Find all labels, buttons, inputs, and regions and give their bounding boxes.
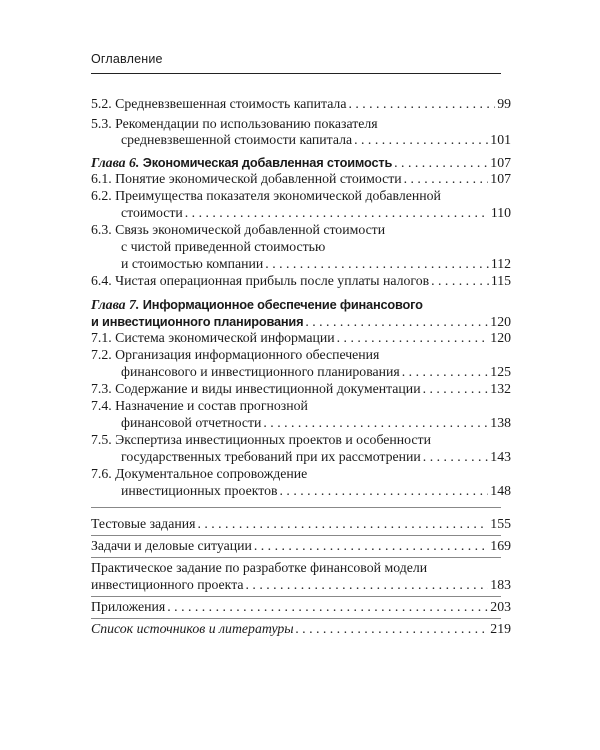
section-divider — [91, 596, 501, 597]
toc-entry[interactable] — [91, 537, 511, 554]
toc-leader-dots — [263, 414, 488, 431]
toc-entry[interactable] — [91, 431, 431, 448]
toc-entry[interactable] — [91, 272, 511, 289]
toc-leader-dots — [423, 380, 489, 397]
toc-entry-title: Список источников и литературы — [91, 621, 294, 636]
section-divider — [91, 618, 501, 619]
toc-entry-title: 7.6. Документальное сопровождение — [91, 466, 308, 481]
chapter-label: Глава 7. — [91, 297, 140, 312]
toc-chapter-heading[interactable] — [91, 154, 511, 171]
toc-entry-continuation[interactable] — [91, 576, 511, 593]
toc-entry-title: 5.2. Средневзвешенная стоимость капитала — [91, 96, 347, 111]
toc-entry-title: средневзвешенной стоимости капитала — [121, 132, 353, 147]
toc-leader-dots — [348, 95, 495, 112]
toc-entry-continuation[interactable] — [121, 131, 511, 148]
toc-leader-dots — [296, 620, 489, 637]
toc-entry-page: 110 — [490, 205, 511, 220]
toc-entry-page: 125 — [490, 364, 511, 379]
toc-leader-dots — [167, 598, 488, 615]
toc-entry-page: 183 — [490, 577, 511, 592]
toc-entry-title: 7.3. Содержание и виды инвестиционной документации — [91, 381, 421, 396]
toc-entry-page: 120 — [490, 314, 511, 329]
toc-leader-dots — [431, 272, 489, 289]
section-divider — [91, 507, 501, 508]
toc-entry[interactable] — [91, 465, 307, 482]
chapter-title: Экономическая добавленная стоимость — [142, 155, 393, 170]
toc-entry[interactable] — [91, 346, 379, 363]
toc-leader-dots — [265, 255, 489, 272]
toc-entry[interactable] — [91, 187, 441, 204]
toc-entry-title: инвестиционного проекта — [91, 577, 244, 592]
toc-leader-dots — [337, 329, 489, 346]
toc-entry-continuation[interactable] — [121, 363, 511, 380]
running-head: Оглавление — [91, 52, 163, 66]
chapter-label: Глава 6. — [91, 155, 140, 170]
toc-entry[interactable] — [91, 329, 511, 346]
toc-leader-dots — [197, 515, 488, 532]
toc-entry-title: 7.4. Назначение и состав прогнозной — [91, 398, 308, 413]
toc-leader-dots — [402, 363, 489, 380]
toc-entry-title: 7.5. Экспертиза инвестиционных проектов и особенности — [91, 432, 431, 447]
toc-entry[interactable] — [91, 221, 385, 238]
toc-entry-continuation[interactable] — [121, 414, 511, 431]
toc-leader-dots — [185, 204, 489, 221]
toc-entry-title: 6.2. Преимущества показателя экономической добавленной — [91, 188, 441, 203]
toc-entry-title: с чистой приведенной стоимостью — [121, 239, 326, 254]
toc-entry-title: и стоимостью компании — [121, 256, 264, 271]
toc-leader-dots — [404, 170, 489, 187]
header-rule — [91, 73, 501, 74]
toc-entry-title: Практическое задание по разработке финансовой модели — [91, 560, 428, 575]
toc-leader-dots — [423, 448, 489, 465]
chapter-title: и инвестиционного планирования — [91, 314, 304, 329]
toc-entry-title: Тестовые задания — [91, 516, 196, 531]
toc-entry-title: 5.3. Рекомендации по использованию показателя — [91, 116, 378, 131]
toc-entry[interactable] — [91, 380, 511, 397]
toc-entry-title: 7.2. Организация информационного обеспечения — [91, 347, 380, 362]
toc-leader-dots — [280, 482, 489, 499]
toc-leader-dots — [354, 131, 488, 148]
toc-entry-page: 169 — [490, 538, 511, 553]
toc-entry[interactable] — [91, 620, 511, 637]
toc-entry-page: 115 — [490, 273, 511, 288]
toc-chapter-heading[interactable] — [91, 296, 423, 313]
toc-entry-continuation[interactable] — [121, 255, 511, 272]
toc-entry-page: 107 — [490, 155, 511, 170]
toc-entry-continuation[interactable] — [121, 448, 511, 465]
toc-entry-title: государственных требований при их рассмотрении — [121, 449, 421, 464]
toc-entry-page: 148 — [490, 483, 511, 498]
toc-leader-dots — [254, 537, 488, 554]
chapter-title: Информационное обеспечение финансового — [142, 297, 423, 312]
toc-entry-title: 6.3. Связь экономической добавленной стоимости — [91, 222, 386, 237]
toc-entry[interactable] — [91, 598, 511, 615]
toc-entry-page: 203 — [490, 599, 511, 614]
toc-entry-title: финансовой отчетности — [121, 415, 262, 430]
toc-entry-page: 107 — [490, 171, 511, 186]
toc-entry-title: Приложения — [91, 599, 166, 614]
toc-entry[interactable] — [91, 397, 308, 414]
toc-leader-dots — [246, 576, 489, 593]
section-divider — [91, 557, 501, 558]
toc-entry[interactable] — [91, 115, 378, 132]
toc-leader-dots — [305, 313, 488, 330]
toc-entry-title: 6.1. Понятие экономической добавленной стоимости — [91, 171, 402, 186]
toc-entry-continuation[interactable] — [121, 204, 511, 221]
toc-entry-title: инвестиционных проектов — [121, 483, 278, 498]
toc-entry-page: 219 — [490, 621, 511, 636]
toc-entry-page: 112 — [490, 256, 511, 271]
toc-entry-page: 132 — [490, 381, 511, 396]
section-divider — [91, 535, 501, 536]
toc-entry-continuation[interactable] — [121, 482, 511, 499]
toc-leader-dots — [394, 154, 488, 171]
toc-entry-title: 7.1. Система экономической информации — [91, 330, 335, 345]
toc-entry-title: финансового и инвестиционного планирования — [121, 364, 400, 379]
toc-entry-page: 99 — [497, 96, 511, 111]
toc-entry-continuation[interactable] — [121, 238, 325, 255]
toc-entry-page: 138 — [490, 415, 511, 430]
toc-entry-page: 101 — [490, 132, 511, 147]
toc-entry[interactable] — [91, 515, 511, 532]
toc-entry[interactable] — [91, 95, 511, 112]
toc-chapter-heading-continuation[interactable] — [91, 313, 511, 330]
toc-entry-title: 6.4. Чистая операционная прибыль после уплаты налогов — [91, 273, 430, 288]
toc-entry[interactable] — [91, 559, 427, 576]
toc-entry-page: 143 — [490, 449, 511, 464]
toc-entry-page: 120 — [490, 330, 511, 345]
toc-entry-title: стоимости — [121, 205, 183, 220]
toc-entry-title: Задачи и деловые ситуации — [91, 538, 252, 553]
toc-entry-page: 155 — [490, 516, 511, 531]
toc-entry[interactable] — [91, 170, 511, 187]
